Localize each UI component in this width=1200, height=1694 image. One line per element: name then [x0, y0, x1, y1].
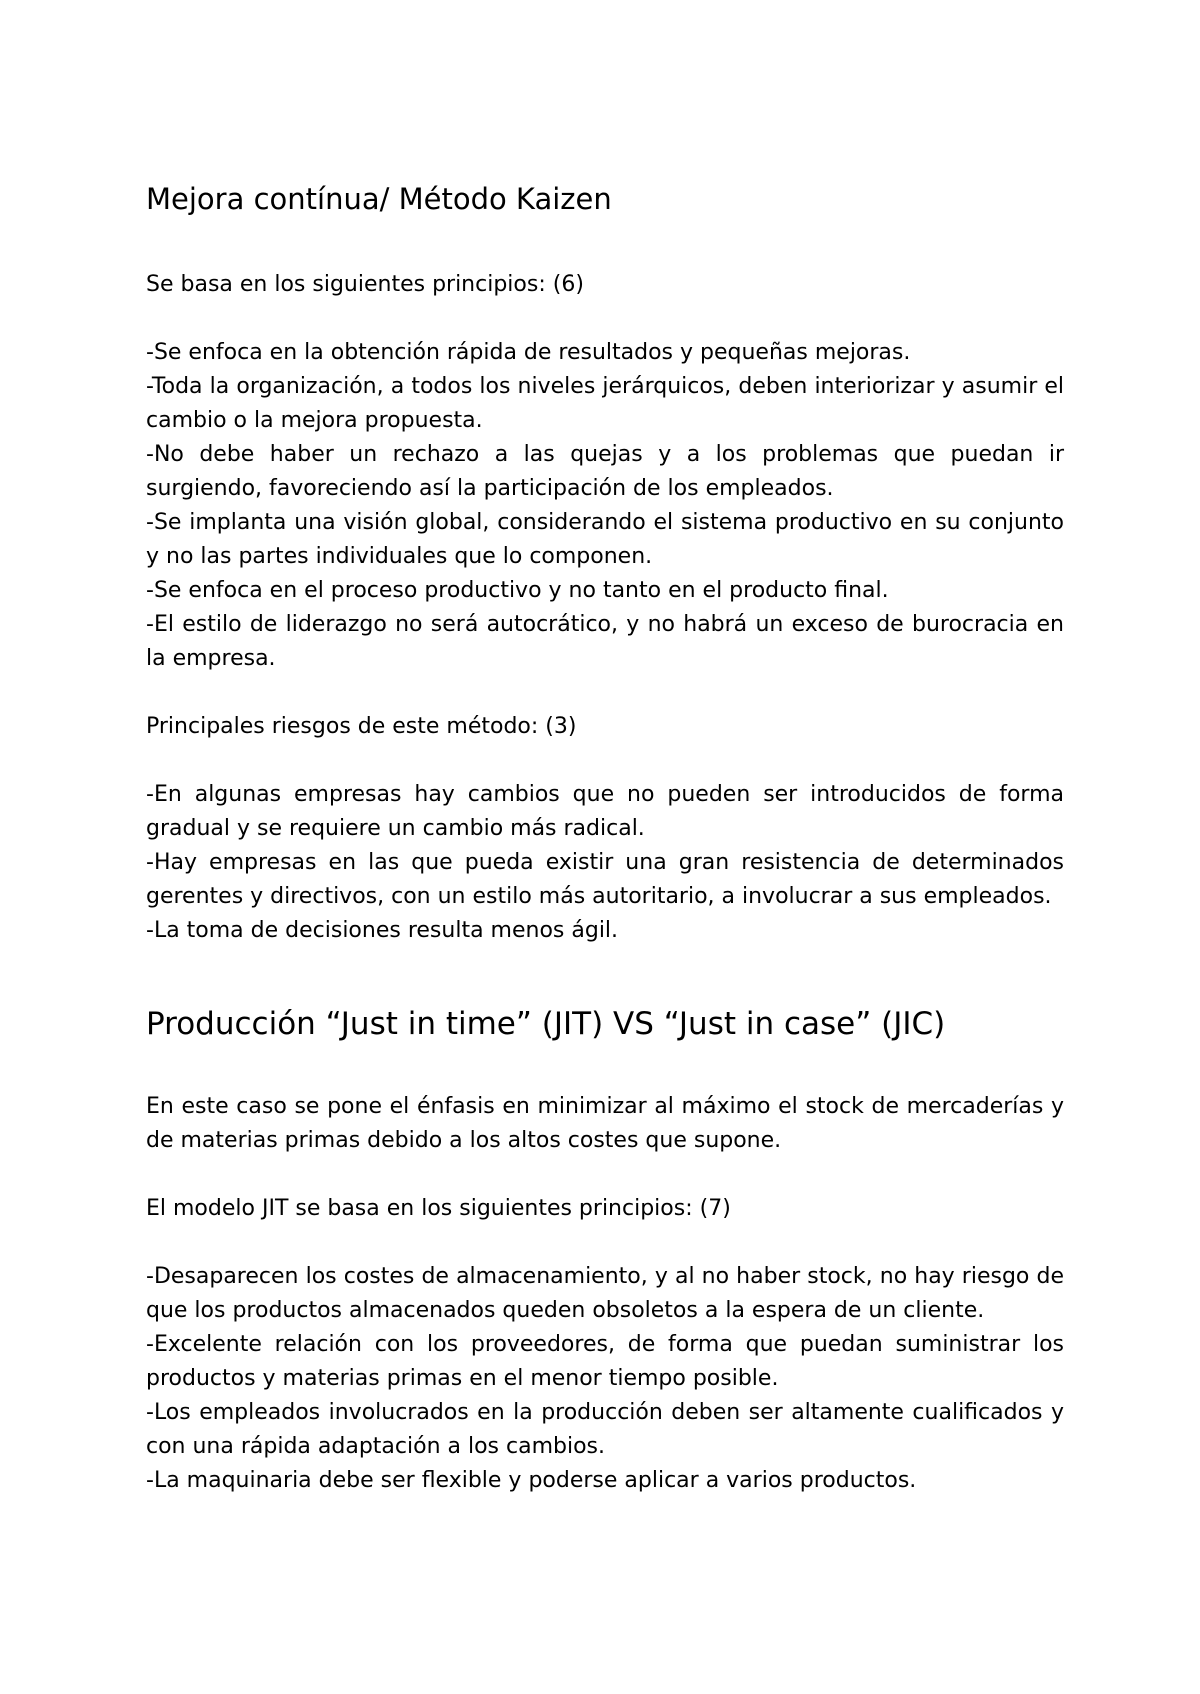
principle-item: -Toda la organización, a todos los niveles jerárquicos, deben interiorizar y asumir el cambio o la mejora propuesta. [146, 374, 1064, 433]
principle-item: -No debe haber un rechazo a las quejas y a los problemas que puedan ir surgiendo, favoreciendo así la participación de los empleados. [146, 442, 1064, 501]
principle-item: -El estilo de liderazgo no será autocrático, y no habrá un exceso de burocracia en la empresa. [146, 612, 1064, 671]
risks-intro: Principales riesgos de este método: (3) [146, 714, 577, 739]
principle-item: -Se implanta una visión global, considerando el sistema productivo en su conjunto y no las partes individuales que lo componen. [146, 510, 1064, 569]
document-page [146, 176, 1064, 1498]
jit-principle-item: -Los empleados involucrados en la producción deben ser altamente cualificados y con una rápida adaptación a los cambios. [146, 1400, 1064, 1459]
risk-item: -La toma de decisiones resulta menos ágil. [146, 918, 619, 943]
principle-item: -Se enfoca en la obtención rápida de resultados y pequeñas mejoras. [146, 340, 911, 365]
section-title-jit: Producción “Just in time” (JIT) VS “Just in case” (JIC) [146, 1006, 946, 1042]
jit-principle-item: -Excelente relación con los proveedores, de forma que puedan suministrar los productos y materias primas en el menor tiempo posible. [146, 1332, 1064, 1391]
principle-item: -Se enfoca en el proceso productivo y no tanto en el producto final. [146, 578, 889, 603]
section-title-kaizen: Mejora contínua/ Método Kaizen [146, 182, 612, 216]
jit-principles-intro: El modelo JIT se basa en los siguientes principios: (7) [146, 1196, 731, 1221]
jit-principle-item: -La maquinaria debe ser flexible y poderse aplicar a varios productos. [146, 1468, 917, 1493]
jit-intro: En este caso se pone el énfasis en minimizar al máximo el stock de mercaderías y de materias primas debido a los altos costes que supone. [146, 1094, 1064, 1153]
jit-principle-item: -Desaparecen los costes de almacenamiento, y al no haber stock, no hay riesgo de que los productos almacenados queden obsoletos a la espera de un cliente. [146, 1264, 1064, 1323]
risk-item: -En algunas empresas hay cambios que no pueden ser introducidos de forma gradual y se requiere un cambio más radical. [146, 782, 1064, 841]
principles-intro: Se basa en los siguientes principios: (6) [146, 272, 584, 297]
risk-item: -Hay empresas en las que pueda existir una gran resistencia de determinados gerentes y directivos, con un estilo más autoritario, a involucrar a sus empleados. [146, 850, 1064, 909]
